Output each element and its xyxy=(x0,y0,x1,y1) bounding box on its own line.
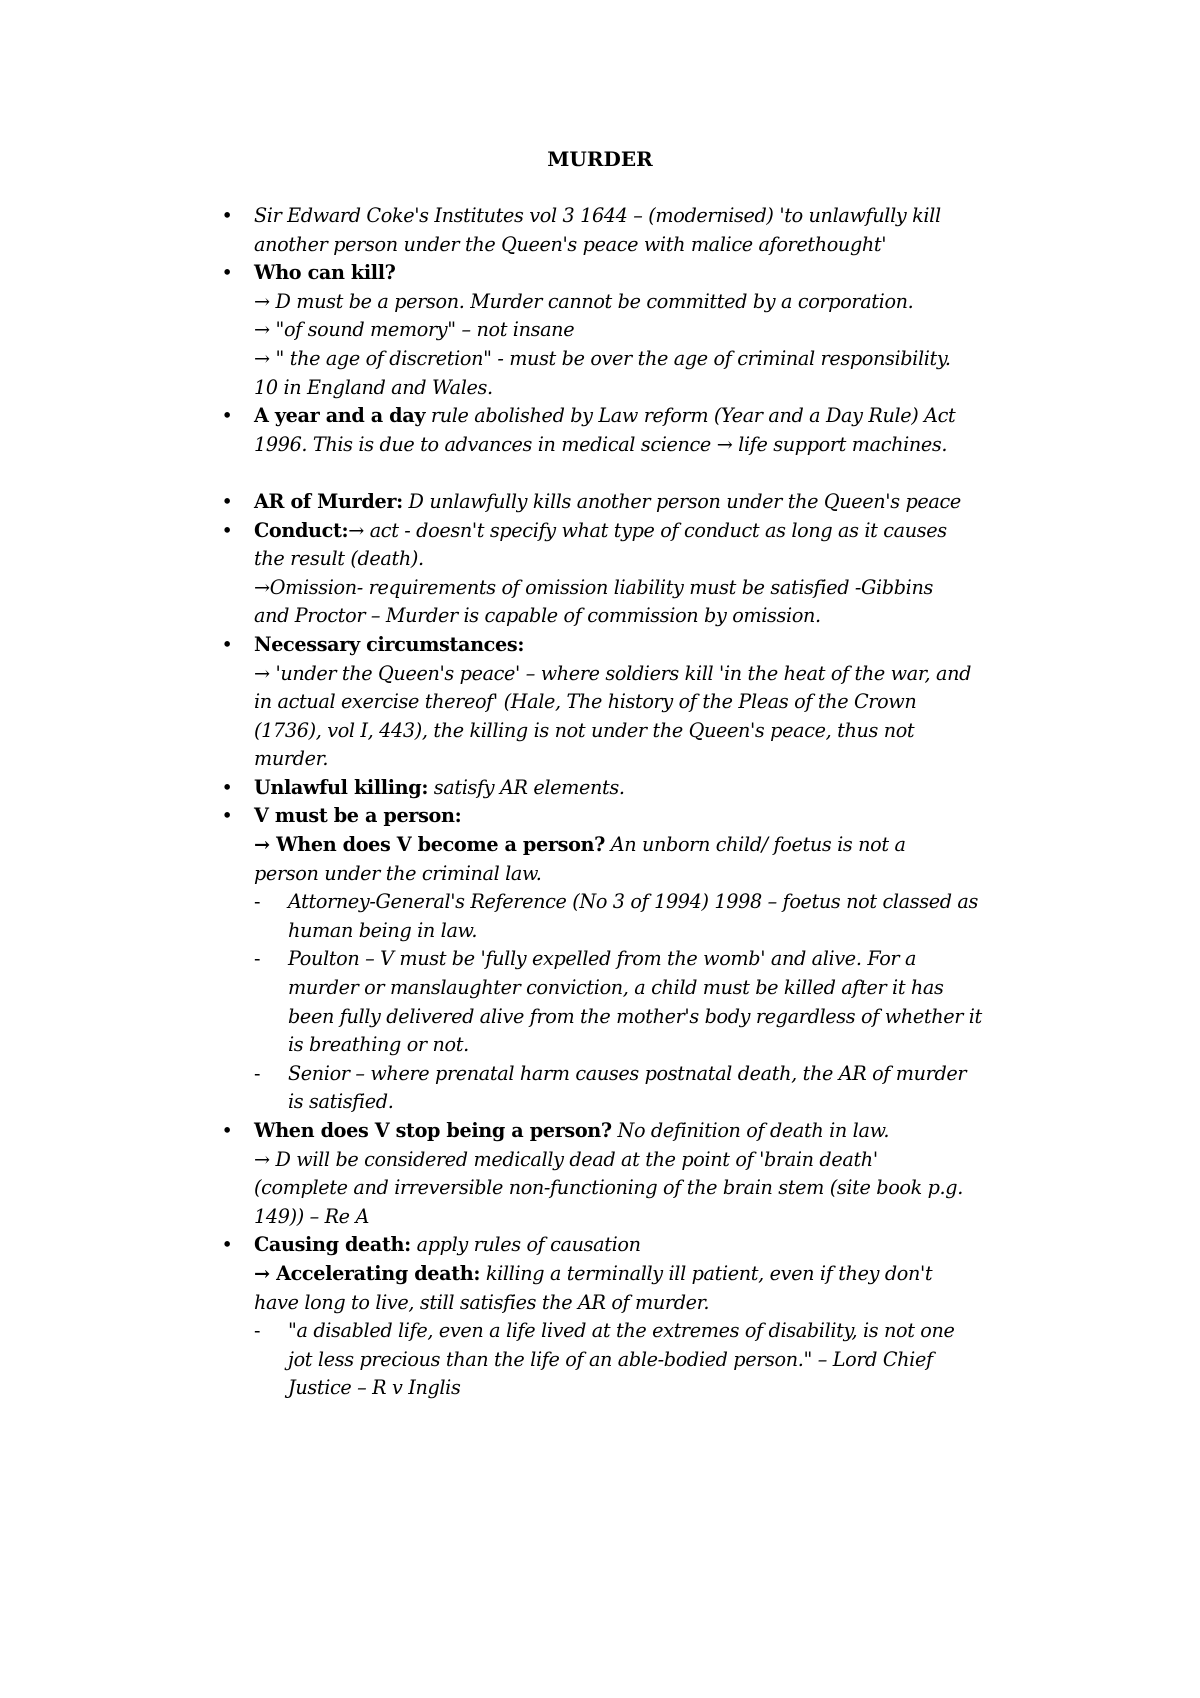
body-text: 149)) – Re A xyxy=(254,1204,369,1228)
body-text: D must be a person. Murder cannot be committed by a corporation. xyxy=(269,289,914,313)
body-text: "a disabled life, even a life lived at the extremes of disability, is not one xyxy=(288,1319,955,1343)
body-text: "of sound memory" – not insane xyxy=(269,318,575,342)
list-item-necessary-circumstances xyxy=(221,631,1044,774)
list-item-v-must-be-a-person xyxy=(221,802,1044,1117)
body-text: D unlawfully kills another person under the Queen's peace xyxy=(402,489,961,513)
section-heading: A year and a day xyxy=(254,404,426,428)
sub-heading: Accelerating death: xyxy=(269,1261,481,1285)
body-text: is satisfied. xyxy=(288,1090,394,1114)
list-item-stop-being-person xyxy=(221,1117,1044,1231)
dash-icon: - xyxy=(254,890,261,914)
section-heading: AR of Murder: xyxy=(254,489,403,513)
body-text: 10 in England and Wales. xyxy=(254,375,493,399)
arrow-right-icon: → xyxy=(716,432,733,456)
dash-item-senior xyxy=(254,1060,1044,1117)
section-heading: Necessary circumstances: xyxy=(254,632,525,656)
arrow-right-icon: → xyxy=(254,833,270,857)
body-text: apply rules of causation xyxy=(410,1233,641,1257)
body-text: in actual exercise thereof' (Hale, The history of the Pleas of the Crown xyxy=(254,690,917,714)
body-text: (1736), vol I, 443), the killing is not under the Queen's peace, thus not xyxy=(254,718,915,742)
dash-icon: - xyxy=(254,1319,261,1343)
dash-item-inglis-quote xyxy=(254,1317,1044,1403)
body-text: jot less precious than the life of an able-bodied person." – Lord Chief xyxy=(288,1347,933,1371)
bullet-icon: • xyxy=(221,261,233,285)
body-text: killing a terminally ill patient, even if they don't xyxy=(480,1261,933,1285)
list-item-causing-death xyxy=(221,1231,1044,1403)
body-text: Omission- requirements of omission liability must be satisfied -Gibbins xyxy=(269,575,933,599)
body-text: and Proctor – Murder is capable of commission by omission. xyxy=(254,604,821,628)
bullet-icon: • xyxy=(221,204,233,227)
dash-icon: - xyxy=(254,1061,261,1085)
bullet-icon: • xyxy=(221,1233,233,1257)
page-title: MURDER xyxy=(547,147,653,171)
section-heading: Conduct: xyxy=(254,518,349,542)
body-text: Poulton – V must be 'fully expelled from the womb' and alive. For a xyxy=(288,947,917,971)
body-text: is breathing or not. xyxy=(288,1033,469,1057)
body-text: murder. xyxy=(254,747,329,771)
list-item-unlawful-killing xyxy=(221,774,1044,803)
bullet-icon: • xyxy=(221,804,233,828)
body-text: An unborn child/ foetus is not a xyxy=(605,833,906,857)
arrow-right-icon: → xyxy=(254,1147,270,1171)
section-heading: Causing death: xyxy=(254,1233,411,1257)
section-heading: When does V stop being a person? xyxy=(254,1119,612,1142)
list-item-conduct xyxy=(221,517,1044,631)
bullet-icon: • xyxy=(221,775,233,799)
body-text: been fully delivered alive from the mother's body regardless of whether it xyxy=(288,1004,982,1028)
body-text: human being in law. xyxy=(288,918,478,942)
body-text: Senior – where prenatal harm causes postnatal death, the AR of murder xyxy=(288,1061,967,1085)
list-item-ar-of-murder xyxy=(221,488,1044,517)
bullet-icon: • xyxy=(221,489,233,513)
body-text: murder or manslaughter conviction, a child must be killed after it has xyxy=(288,976,944,1000)
section-heading: V must be a person: xyxy=(254,804,462,828)
body-text: " the age of discretion" - must be over the age of criminal responsibility. xyxy=(269,346,951,370)
bullet-icon: • xyxy=(221,1119,233,1142)
definition-line: Sir Edward Coke's Institutes vol 3 1644 – (modernised) 'to unlawfully kill xyxy=(254,204,941,227)
body-text: rule abolished by Law reform (Year and a Day Rule) Act xyxy=(425,404,956,428)
bullet-icon: • xyxy=(221,632,233,656)
bullet-icon: • xyxy=(221,404,233,428)
section-heading: Who can kill? xyxy=(254,261,396,285)
dash-item-ag-reference xyxy=(254,888,1044,945)
body-text: Justice – R v Inglis xyxy=(288,1376,461,1400)
body-text: D will be considered medically dead at the point of 'brain death' xyxy=(269,1147,878,1171)
list-item-year-and-a-day xyxy=(221,402,1044,459)
body-text: person under the criminal law. xyxy=(254,861,542,885)
dash-icon: - xyxy=(254,947,261,971)
list-item-definition xyxy=(221,202,1044,259)
section-heading: Unlawful killing: xyxy=(254,775,429,799)
body-text: 'under the Queen's peace' – where soldiers kill 'in the heat of the war, and xyxy=(269,661,972,685)
body-text: the result (death). xyxy=(254,547,424,571)
body-text: (complete and irreversible non-functioning of the brain stem (site book p.g. xyxy=(254,1176,963,1200)
arrow-right-icon: → xyxy=(254,289,270,313)
document-body xyxy=(221,202,1044,1403)
sub-heading: When does V become a person? xyxy=(269,833,606,857)
arrow-right-icon: → xyxy=(254,318,270,342)
body-text: act - doesn't specify what type of conduct as long as it causes xyxy=(363,518,947,542)
arrow-right-icon: → xyxy=(254,346,270,370)
definition-line: another person under the Queen's peace with malice aforethought' xyxy=(254,232,887,256)
body-text: No definition of death in law. xyxy=(611,1119,890,1142)
body-text: Attorney-General's Reference (No 3 of 1994) 1998 – foetus not classed as xyxy=(288,890,979,914)
body-text: satisfy AR elements. xyxy=(428,775,625,799)
arrow-right-icon: → xyxy=(254,575,270,599)
arrow-right-icon: → xyxy=(254,1261,270,1285)
list-item-who-can-kill xyxy=(221,259,1044,402)
bullet-icon: • xyxy=(221,518,233,542)
dash-item-poulton xyxy=(254,945,1044,1059)
body-text: have long to live, still satisfies the AR of murder. xyxy=(254,1290,710,1314)
body-text: life support machines. xyxy=(732,432,948,456)
body-text: 1996. This is due to advances in medical science xyxy=(254,432,717,456)
arrow-right-icon: → xyxy=(254,661,270,685)
arrow-right-icon: → xyxy=(348,518,364,542)
spacer xyxy=(254,459,1044,488)
